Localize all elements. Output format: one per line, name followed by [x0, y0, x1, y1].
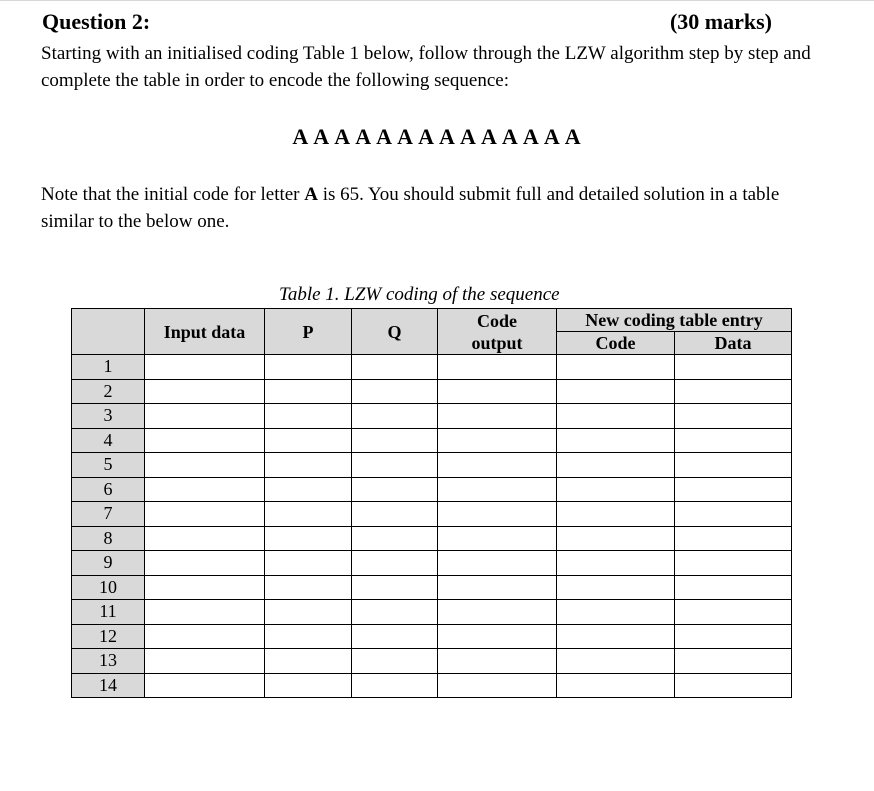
cell-code-output	[438, 575, 557, 600]
cell-p	[265, 355, 352, 380]
cell-q	[352, 526, 438, 551]
cell-p	[265, 624, 352, 649]
table-row	[72, 404, 792, 429]
cell-code-output	[438, 673, 557, 698]
header-index	[72, 309, 145, 355]
cell-q	[352, 428, 438, 453]
cell-new-data	[675, 600, 792, 625]
cell-new-code	[557, 673, 675, 698]
cell-new-data	[675, 624, 792, 649]
cell-q	[352, 355, 438, 380]
cell-input-data	[145, 624, 265, 649]
cell-input-data	[145, 404, 265, 429]
row-number: 7	[72, 502, 145, 527]
cell-q	[352, 453, 438, 478]
cell-new-data	[675, 502, 792, 527]
top-divider	[0, 0, 874, 1]
cell-p	[265, 502, 352, 527]
cell-q	[352, 575, 438, 600]
cell-new-code	[557, 453, 675, 478]
row-number: 8	[72, 526, 145, 551]
cell-p	[265, 649, 352, 674]
cell-q	[352, 477, 438, 502]
cell-p	[265, 379, 352, 404]
question-marks: (30 marks)	[669, 9, 772, 34]
table-row	[72, 477, 792, 502]
row-number: 13	[72, 649, 145, 674]
header-code-output: Code output	[438, 309, 557, 355]
table-row	[72, 502, 792, 527]
cell-new-code	[557, 649, 675, 674]
cell-q	[352, 624, 438, 649]
cell-p	[265, 428, 352, 453]
header-input-data: Input data	[145, 309, 265, 355]
row-number: 12	[72, 624, 145, 649]
cell-new-code	[557, 600, 675, 625]
table-row	[72, 453, 792, 478]
cell-code-output	[438, 624, 557, 649]
cell-p	[265, 600, 352, 625]
cell-new-code	[557, 355, 675, 380]
cell-code-output	[438, 526, 557, 551]
cell-p	[265, 526, 352, 551]
cell-code-output	[438, 600, 557, 625]
cell-code-output	[438, 428, 557, 453]
cell-new-code	[557, 477, 675, 502]
cell-new-code	[557, 428, 675, 453]
cell-input-data	[145, 673, 265, 698]
cell-input-data	[145, 502, 265, 527]
cell-new-data	[675, 673, 792, 698]
cell-p	[265, 453, 352, 478]
cell-input-data	[145, 379, 265, 404]
header-q: Q	[352, 309, 438, 355]
cell-new-code	[557, 379, 675, 404]
cell-p	[265, 404, 352, 429]
cell-new-data	[675, 355, 792, 380]
table-row	[72, 428, 792, 453]
cell-code-output	[438, 477, 557, 502]
cell-new-code	[557, 624, 675, 649]
cell-new-data	[675, 526, 792, 551]
cell-input-data	[145, 428, 265, 453]
cell-new-data	[675, 649, 792, 674]
row-number: 1	[72, 355, 145, 380]
input-sequence: A A A A A A A A A A A A A A	[292, 124, 582, 149]
row-number: 10	[72, 575, 145, 600]
cell-new-data	[675, 453, 792, 478]
table-row	[72, 600, 792, 625]
cell-input-data	[145, 649, 265, 674]
cell-input-data	[145, 355, 265, 380]
table-caption: Table 1. LZW coding of the sequence	[279, 284, 560, 305]
cell-p	[265, 575, 352, 600]
row-number: 6	[72, 477, 145, 502]
cell-new-code	[557, 551, 675, 576]
cell-code-output	[438, 404, 557, 429]
cell-new-code	[557, 502, 675, 527]
table-row	[72, 355, 792, 380]
cell-q	[352, 600, 438, 625]
cell-new-data	[675, 551, 792, 576]
cell-new-code	[557, 526, 675, 551]
cell-input-data	[145, 575, 265, 600]
cell-p	[265, 673, 352, 698]
row-number: 9	[72, 551, 145, 576]
note-letter: A	[304, 184, 318, 205]
table-row	[72, 379, 792, 404]
cell-q	[352, 379, 438, 404]
table-row	[72, 575, 792, 600]
cell-new-code	[557, 575, 675, 600]
row-number: 2	[72, 379, 145, 404]
cell-q	[352, 502, 438, 527]
question-intro: Starting with an initialised coding Table 1 below, follow through the LZW algorithm step by step and complete the table in order to encode the following sequence:	[41, 43, 811, 91]
table-row	[72, 551, 792, 576]
cell-new-data	[675, 379, 792, 404]
table-row	[72, 526, 792, 551]
row-number: 14	[72, 673, 145, 698]
cell-code-output	[438, 379, 557, 404]
cell-new-data	[675, 477, 792, 502]
header-new-code: Code	[557, 332, 675, 355]
cell-input-data	[145, 600, 265, 625]
header-new-entry: New coding table entry	[557, 309, 792, 332]
question-note: Note that the initial code for letter A is 65. You should submit full and detailed solution in a table similar to the below one.	[41, 184, 780, 232]
cell-code-output	[438, 453, 557, 478]
cell-input-data	[145, 526, 265, 551]
table-row	[72, 624, 792, 649]
cell-input-data	[145, 477, 265, 502]
row-number: 3	[72, 404, 145, 429]
cell-new-code	[557, 404, 675, 429]
cell-new-data	[675, 428, 792, 453]
cell-new-data	[675, 404, 792, 429]
row-number: 4	[72, 428, 145, 453]
question-title: Question 2:	[42, 9, 151, 34]
header-new-data: Data	[675, 332, 792, 355]
cell-new-data	[675, 575, 792, 600]
cell-p	[265, 551, 352, 576]
row-number: 11	[72, 600, 145, 625]
cell-q	[352, 404, 438, 429]
cell-code-output	[438, 649, 557, 674]
row-number: 5	[72, 453, 145, 478]
table-row	[72, 649, 792, 674]
cell-code-output	[438, 551, 557, 576]
header-p: P	[265, 309, 352, 355]
table-row	[72, 673, 792, 698]
cell-input-data	[145, 551, 265, 576]
cell-q	[352, 673, 438, 698]
lzw-table	[71, 308, 792, 698]
cell-code-output	[438, 502, 557, 527]
cell-code-output	[438, 355, 557, 380]
cell-q	[352, 551, 438, 576]
cell-input-data	[145, 453, 265, 478]
cell-q	[352, 649, 438, 674]
cell-p	[265, 477, 352, 502]
